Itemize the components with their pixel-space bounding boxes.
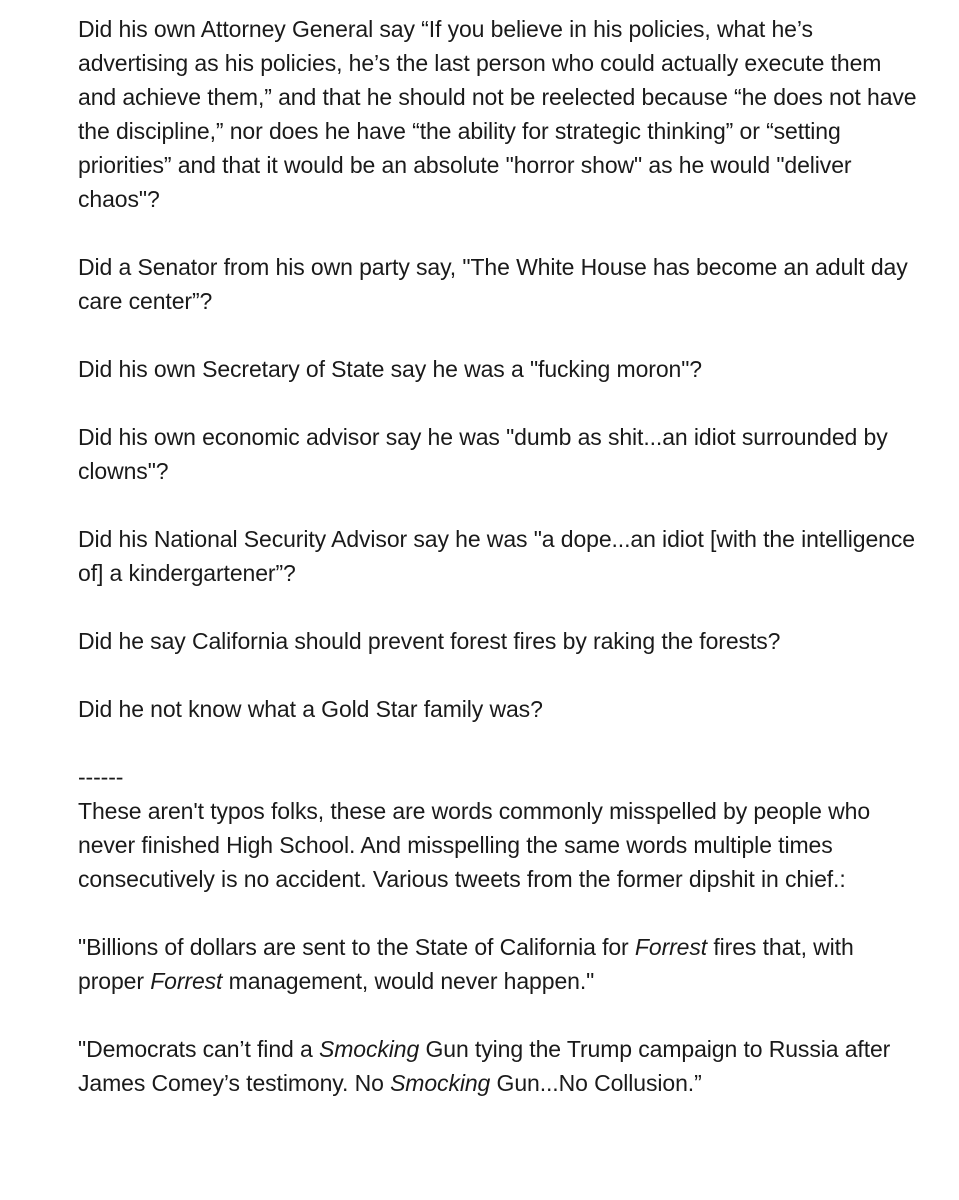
paragraph-secretary-of-state: Did his own Secretary of State say he was a "fucking moron"? bbox=[78, 356, 702, 382]
quote-forrest-part3: management, would never happen." bbox=[222, 968, 595, 994]
paragraph-economic-advisor: Did his own economic advisor say he was "dumb as shit...an idiot surrounded by clowns"? bbox=[78, 424, 888, 484]
blank-line bbox=[78, 726, 918, 760]
quote-forrest-part1: "Billions of dollars are sent to the State of California for bbox=[78, 934, 635, 960]
quote-forrest bbox=[78, 930, 918, 998]
paragraph-attorney-general: Did his own Attorney General say “If you believe in his policies, what he’s advertising as his policies, he’s the last person who could actually execute them and achieve them,” and that he should not be reelected because “he does not have the discipline,” nor does he have “the ability for strategic thinking” or “setting priorities” and that it would be an absolute "horror show" as he would "deliver chaos"? bbox=[78, 16, 917, 212]
quote-smocking-part3: Gun...No Collusion.” bbox=[490, 1070, 702, 1096]
paragraph-intro: These aren't typos folks, these are words commonly misspelled by people who never finished High School. And misspelling the same words multiple times consecutively is no accident. Various tweets from the former dipshit in chief.: bbox=[78, 798, 871, 892]
quote-forrest-italic2: Forrest bbox=[150, 968, 223, 994]
paragraph-national-security-advisor: Did his National Security Advisor say he was "a dope...an idiot [with the intelligence of] a kindergartener”? bbox=[78, 526, 915, 586]
paragraph-raking-forests: Did he say California should prevent forest fires by raking the forests? bbox=[78, 628, 781, 654]
paragraph-gold-star: Did he not know what a Gold Star family was? bbox=[78, 696, 543, 722]
quote-forrest-italic1: Forrest bbox=[634, 934, 708, 960]
quote-smocking bbox=[78, 1032, 918, 1100]
quote-smocking-part2: Gun tying the Trump campaign to Russia after James Comey’s testimony. No bbox=[78, 1036, 891, 1096]
quote-forrest-part2: fires that, with proper bbox=[78, 934, 854, 994]
post-body bbox=[78, 12, 918, 1100]
quote-smocking-part1: "Democrats can’t find a bbox=[78, 1036, 319, 1062]
quote-smocking-italic1: Smocking bbox=[318, 1036, 420, 1062]
quote-smocking-italic2: Smocking bbox=[390, 1070, 491, 1096]
divider-dashes: ------ bbox=[78, 764, 124, 790]
paragraph-senator: Did a Senator from his own party say, "The White House has become an adult day care center”? bbox=[78, 254, 908, 314]
